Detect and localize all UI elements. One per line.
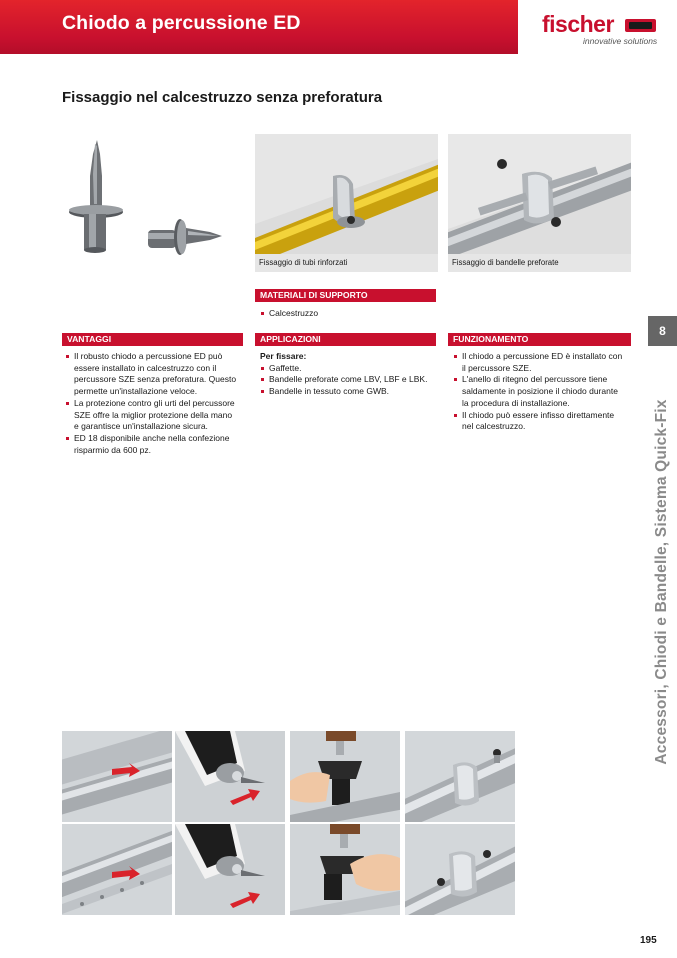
- step-1-strap-positioning: [62, 824, 172, 915]
- applicazioni-header: APPLICAZIONI: [255, 333, 436, 346]
- funzionamento-list: [453, 351, 625, 433]
- photo-caption: Fissaggio di tubi rinforzati: [255, 254, 438, 272]
- hammer-step-icon: [290, 824, 400, 915]
- vantaggi-list: [65, 351, 238, 456]
- list-item: Calcestruzzo: [260, 308, 436, 320]
- step-4-pipe-fixed: [405, 731, 515, 822]
- applicazioni-list: [260, 351, 436, 398]
- strap-step-icon: [62, 824, 172, 915]
- photo-pipe-fixing: [255, 134, 438, 272]
- list-item: Il chiodo può essere infisso direttamente nel calcestruzzo.: [453, 410, 625, 433]
- brand-logo: fischer: [542, 11, 614, 37]
- list-item: ED 18 disponibile anche nella confezione risparmio da 600 pz.: [65, 433, 238, 456]
- step-2-nail-insertion: [175, 731, 285, 822]
- applicazioni-intro: Per fissare:: [260, 351, 307, 361]
- list-item: Bandelle in tessuto come GWB.: [260, 386, 436, 398]
- list-item: Gaffette.: [260, 363, 436, 375]
- step-4-strap-fixed: [405, 824, 515, 915]
- nail-product-icon: [62, 134, 247, 274]
- list-item: Il robusto chiodo a percussione ED può essere installato in calcestruzzo con il percussore SZE senza preforatura. Questo permette un'installazione veloce.: [65, 351, 238, 398]
- tool-step-icon: [175, 824, 285, 915]
- section-title: Fissaggio nel calcestruzzo senza preforatura: [62, 89, 383, 106]
- vantaggi-header: VANTAGGI: [62, 333, 243, 346]
- chapter-tab: 8: [648, 316, 677, 346]
- hammer-step-icon: [290, 731, 400, 822]
- fixed-strap-icon: [405, 824, 515, 915]
- list-item: Il chiodo a percussione ED è installato con il percussore SZE.: [453, 351, 625, 374]
- list-item: La protezione contro gli urti del percussore SZE offre la miglior protezione della mano e garantisce un'installazione sicura.: [65, 398, 238, 433]
- brand-tagline: innovative solutions: [583, 36, 658, 46]
- photo-strap-fixing: [448, 134, 631, 272]
- step-3-hammering: [290, 731, 400, 822]
- funzionamento-header: FUNZIONAMENTO: [448, 333, 631, 346]
- step-3-strap-hammering: [290, 824, 400, 915]
- chapter-title: Accessori, Chiodi e Bandelle, Sistema Quick-Fix: [653, 399, 670, 765]
- pipe-clip-icon: [255, 134, 438, 254]
- product-photo: [62, 134, 247, 274]
- materiali-header: MATERIALI DI SUPPORTO: [255, 289, 436, 302]
- page-title: Chiodo a percussione ED: [62, 12, 301, 34]
- tool-step-icon: [175, 731, 285, 822]
- materiali-list: [260, 308, 436, 320]
- step-1-pipe-positioning: [62, 731, 172, 822]
- strap-clip-icon: [448, 134, 631, 254]
- step-2-strap-nail-insertion: [175, 824, 285, 915]
- list-item: L'anello di ritegno del percussore tiene saldamente in posizione il chiodo durante la procedura di installazione.: [453, 374, 625, 409]
- brand-logo-badge-icon: [625, 19, 656, 32]
- fixed-pipe-icon: [405, 731, 515, 822]
- photo-caption: Fissaggio di bandelle preforate: [448, 254, 631, 272]
- pipe-step-icon: [62, 731, 172, 822]
- page-number: 195: [640, 935, 657, 946]
- list-item: Bandelle preforate come LBV, LBF e LBK.: [260, 374, 436, 386]
